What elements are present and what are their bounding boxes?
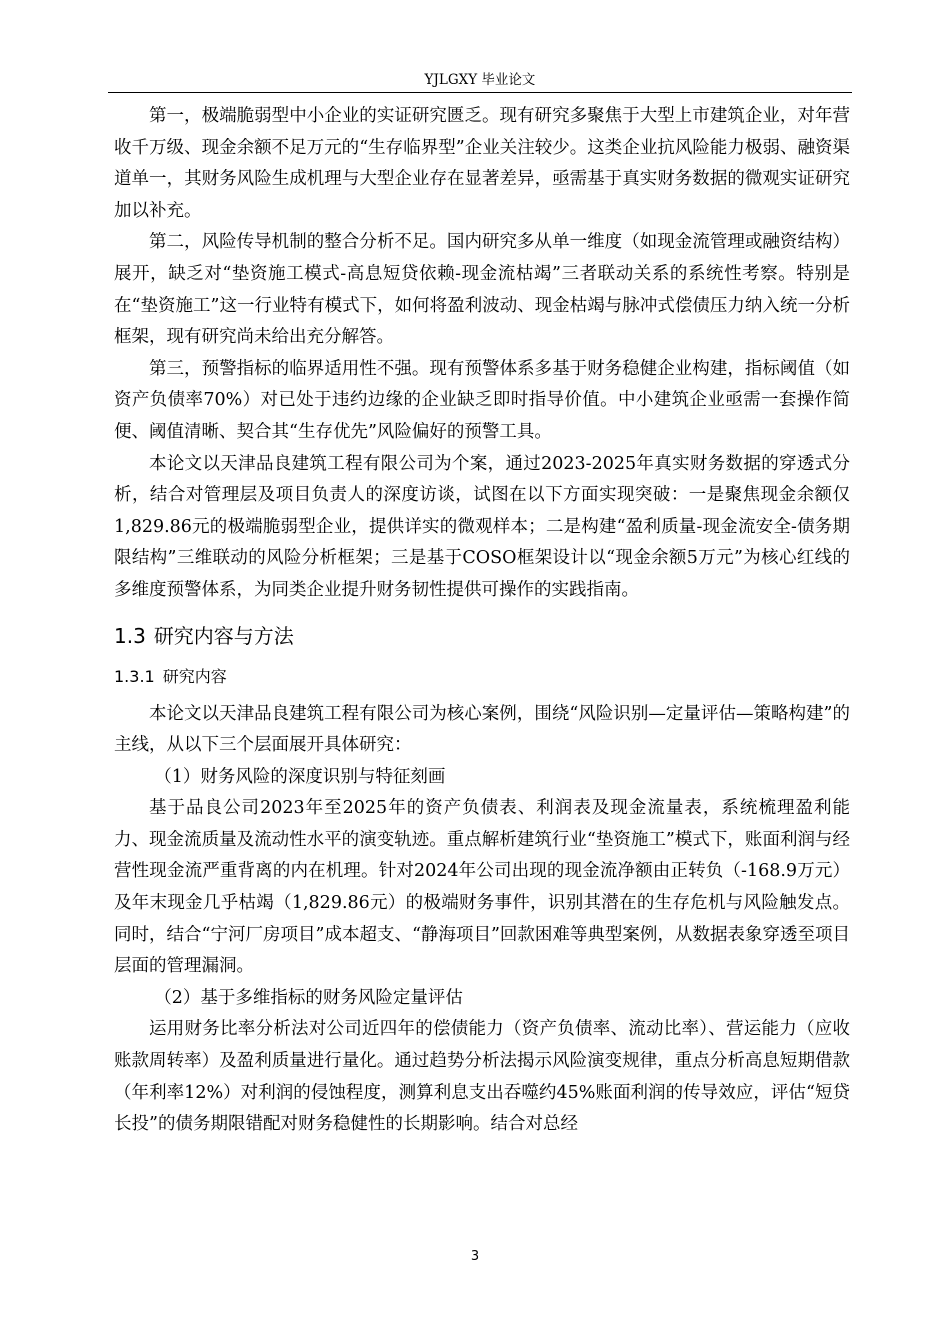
page-body — [114, 101, 850, 1141]
subsection-title: 研究内容 — [162, 666, 227, 686]
list-item-heading-1: （1）财务风险的深度识别与特征刻画 — [154, 766, 446, 787]
section-title: 研究内容与方法 — [153, 623, 294, 648]
list-item-heading-2: （2）基于多维指标的财务风险定量评估 — [154, 987, 463, 1008]
paragraph-contribution: 本论文以天津品良建筑工程有限公司为个案，通过2023-2025年真实财务数据的穿透式分析，结合对管理层及项目负责人的深度访谈，试图在以下方面实现突破：一是聚焦现金余额仅1,829.86元的极端脆弱型企业，提供详实的微观样本；二是构建“盈利质量-现金流安全-债务期限结构”三维联动的风险分析框架；三是基于COSO框架设计以“现金余额5万元”为核心红线的多维度预警体系，为同类企业提升财务韧性提供可操作的实践指南。 — [114, 453, 850, 600]
paragraph-point-three: 第三，预警指标的临界适用性不强。现有预警体系多基于财务稳健企业构建，指标阈值（如资产负债率70%）对已处于违约边缘的企业缺乏即时指导价值。中小建筑企业亟需一套操作简便、阈值清晰、契合其“生存优先”风险偏好的预警工具。 — [114, 358, 850, 442]
subsection-heading-1-3-1 — [114, 665, 850, 689]
paragraph-point-two: 第二，风险传导机制的整合分析不足。国内研究多从单一维度（如现金流管理或融资结构）展开，缺乏对“垫资施工模式-高息短贷依赖-现金流枯竭”三者联动关系的系统性考察。特别是在“垫资施工”这一行业特有模式下，如何将盈利波动、现金枯竭与脉冲式偿债压力纳入统一分析框架，现有研究尚未给出充分解答。 — [114, 232, 850, 348]
running-header: YJLGXY 毕业论文 — [424, 72, 536, 88]
subsection-number: 1.3.1 — [114, 666, 155, 686]
paragraph-point-one: 第一，极端脆弱型中小企业的实证研究匮乏。现有研究多聚焦于大型上市建筑企业，对年营收千万级、现金余额不足万元的“生存临界型”企业关注较少。这类企业抗风险能力极弱、融资渠道单一，其财务风险生成机理与大型企业存在显著差异，亟需基于真实财务数据的微观实证研究加以补充。 — [114, 106, 850, 221]
paragraph-risk-identification: 基于品良公司2023年至2025年的资产负债表、利润表及现金流量表，系统梳理盈利能力、现金流质量及流动性水平的演变轨迹。重点解析建筑行业“垫资施工”模式下，账面利润与经营性现金流严重背离的内在机理。针对2024年公司出现的现金流净额由正转负（-168.9万元）及年末现金几乎枯竭（1,829.86元）的极端财务事件，识别其潜在的生存危机与风险触发点。同时，结合“宁河厂房项目”成本超支、“静海项目”回款困难等典型案例，从数据表象穿透至项目层面的管理漏洞。 — [114, 798, 850, 977]
header-rule — [108, 92, 852, 93]
page-number: 3 — [470, 1249, 480, 1264]
section-heading-1-3 — [114, 623, 850, 649]
section-number: 1.3 — [114, 623, 146, 648]
paragraph-research-intro: 本论文以天津品良建筑工程有限公司为核心案例，围绕“风险识别—定量评估—策略构建”的主线，从以下三个层面展开具体研究： — [114, 703, 850, 756]
paragraph-quantitative-evaluation: 运用财务比率分析法对公司近四年的偿债能力（资产负债率、流动比率）、营运能力（应收账款周转率）及盈利质量进行量化。通过趋势分析法揭示风险演变规律，重点分析高息短期借款（年利率12%）对利润的侵蚀程度，测算利息支出吞噬约45%账面利润的传导效应，评估“短贷长投”的债务期限错配对财务稳健性的长期影响。结合对总经 — [114, 1019, 850, 1135]
